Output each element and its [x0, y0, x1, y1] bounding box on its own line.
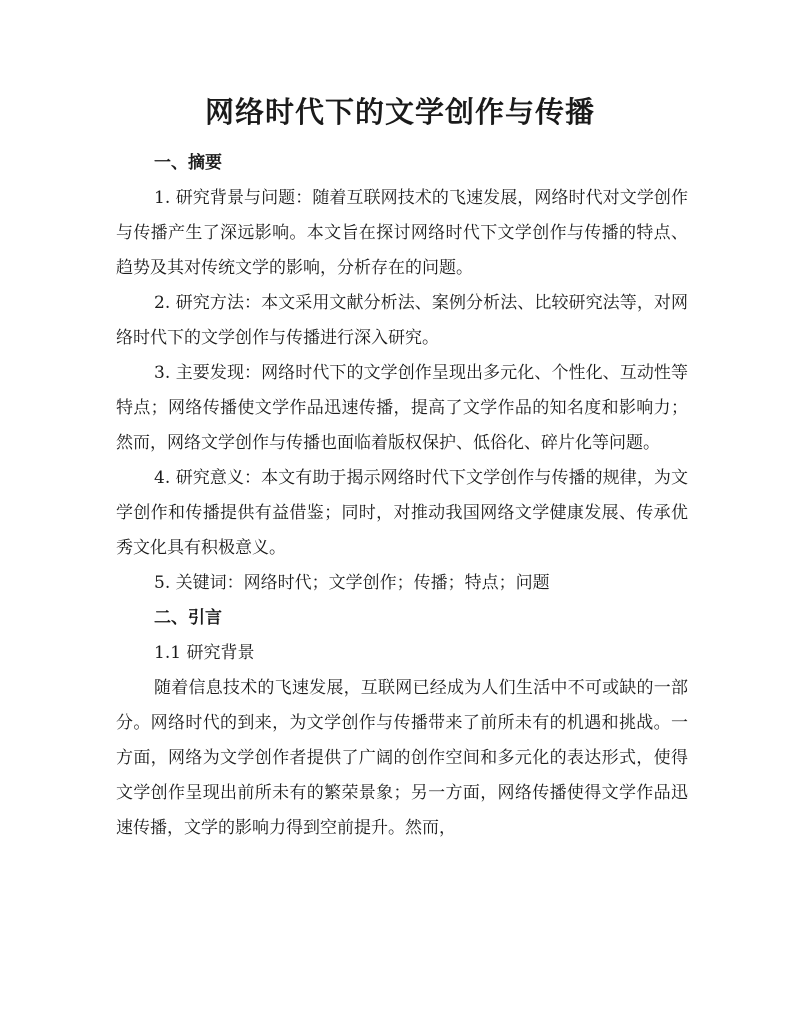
- abstract-paragraph-methods: 2. 研究方法：本文采用文献分析法、案例分析法、比较研究法等，对网络时代下的文学创作与传播进行深入研究。: [116, 293, 688, 348]
- abstract-paragraph-findings: 3. 主要发现：网络时代下的文学创作呈现出多元化、个性化、互动性等特点；网络传播使文学作品迅速传播，提高了文学作品的知名度和影响力；然而，网络文学创作与传播也面临着版权保护、低俗化、碎片化等问题。: [116, 363, 688, 453]
- abstract-paragraph-background: 1. 研究背景与问题：随着互联网技术的飞速发展，网络时代对文学创作与传播产生了深远影响。本文旨在探讨网络时代下文学创作与传播的特点、趋势及其对传统文学的影响，分析存在的问题。: [116, 188, 688, 278]
- section-heading-abstract: 一、摘要: [154, 153, 222, 173]
- abstract-paragraph-significance: 4. 研究意义：本文有助于揭示网络时代下文学创作与传播的规律，为文学创作和传播提供有益借鉴；同时，对推动我国网络文学健康发展、传承优秀文化具有积极意义。: [116, 468, 688, 558]
- subsection-heading-background: 1.1 研究背景: [154, 643, 255, 663]
- abstract-paragraph-keywords: 5. 关键词：网络时代；文学创作；传播；特点；问题: [154, 573, 550, 593]
- section-heading-introduction: 二、引言: [154, 608, 222, 628]
- document-body: [116, 146, 688, 846]
- document-title: 网络时代下的文学创作与传播: [204, 95, 595, 129]
- introduction-paragraph: 随着信息技术的飞速发展，互联网已经成为人们生活中不可或缺的一部分。网络时代的到来，为文学创作与传播带来了前所未有的机遇和挑战。一方面，网络为文学创作者提供了广阔的创作空间和多元化的表达形式，使得文学创作呈现出前所未有的繁荣景象；另一方面，网络传播使得文学作品迅速传播，文学的影响力得到空前提升。然而，: [116, 678, 688, 838]
